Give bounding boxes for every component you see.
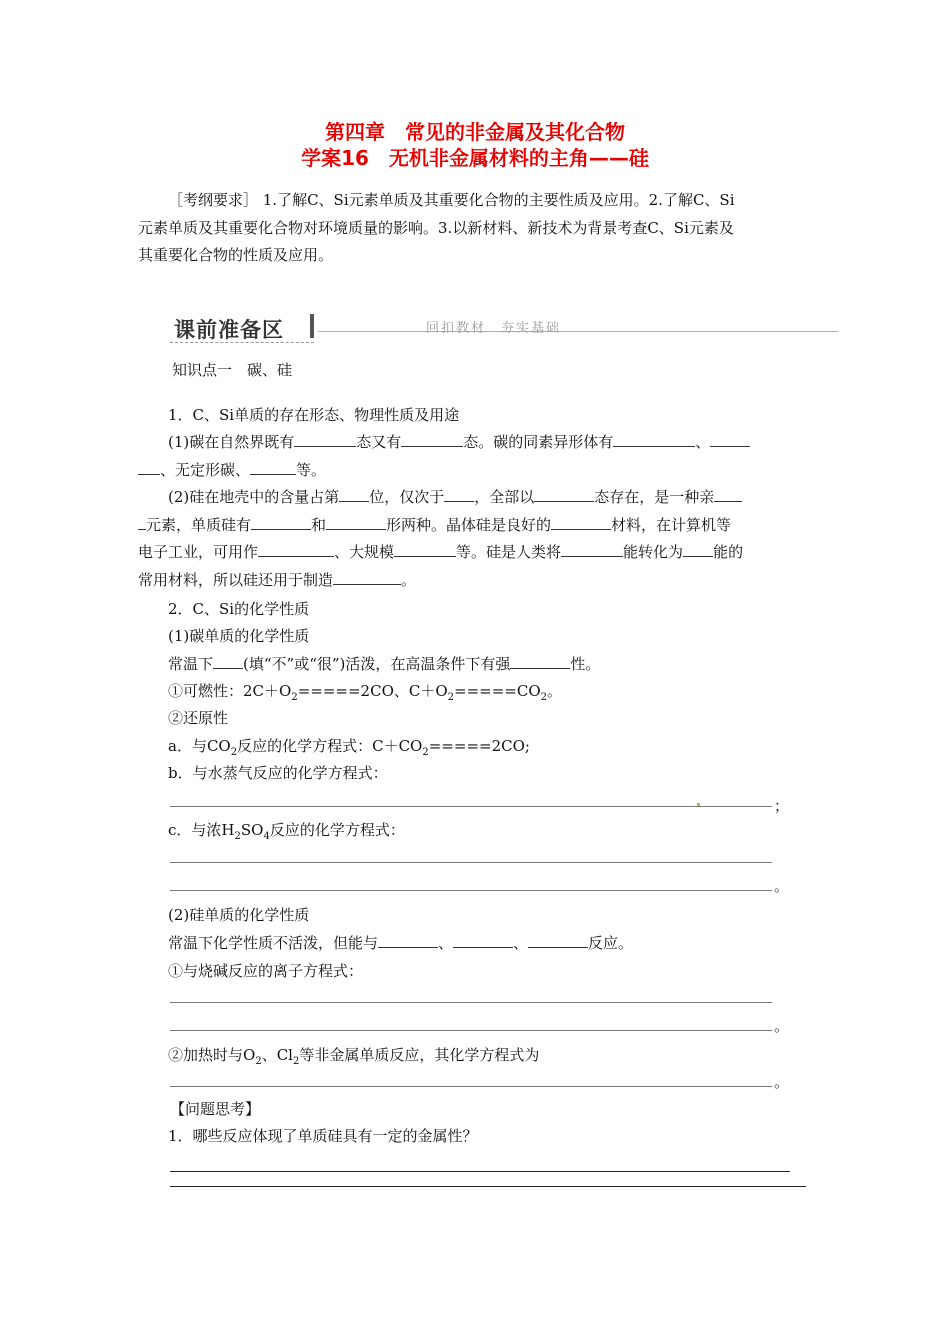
subscript: 4 (263, 831, 270, 842)
line-end-mark: 。 (774, 1017, 790, 1035)
question-1: 1．哪些反应体现了单质硅具有一定的金属性？ (168, 1127, 478, 1145)
answer-line[interactable] (170, 1030, 772, 1031)
banner-slogan: 回扣教材 夯实基础 (426, 321, 562, 336)
text: 、无定形碳、 (160, 461, 251, 479)
line-end-mark: 。 (774, 1073, 790, 1091)
banner-label: 课前准备区 (174, 318, 284, 342)
fill-blank[interactable] (401, 432, 463, 447)
text: 反应的化学方程式： (269, 821, 405, 839)
text: 态。碳的同素异形体有 (463, 433, 614, 451)
lesson-title: 学案16 无机非金属材料的主角——硅 (301, 146, 649, 170)
silicon-existence-line-4 (138, 570, 416, 590)
answer-line[interactable] (170, 890, 772, 891)
text: 、 (695, 433, 711, 451)
subscript: 2 (422, 747, 429, 758)
requirements-line-3: 其重要化合物的性质及应用。 (138, 246, 334, 264)
text: 。 (547, 682, 563, 700)
carbon-activity-line (168, 654, 600, 674)
text: 形两种。晶体硅是良好的 (386, 516, 552, 534)
fill-blank[interactable] (714, 487, 742, 502)
silicon-existence-line-2 (138, 515, 731, 535)
fill-blank[interactable] (326, 515, 386, 530)
text: ②加热时与O (168, 1046, 256, 1064)
text: 态存在，是一种亲 (594, 488, 715, 506)
fill-blank[interactable] (551, 515, 611, 530)
subscript: 2 (255, 1056, 262, 1067)
banner-underline (170, 342, 314, 343)
text: 常用材料，所以硅还用于制造 (138, 571, 334, 589)
silicon-existence-line-3 (138, 542, 743, 562)
problem-thinking-heading: 【问题思考】 (170, 1100, 261, 1118)
subscript: 2 (540, 692, 548, 703)
reducibility-heading: ②还原性 (168, 709, 229, 727)
knowledge-point-title: 知识点一 碳、硅 (172, 361, 293, 379)
reaction-with-naoh: ①与烧碱反应的离子方程式： (168, 962, 364, 980)
text: =====CO (454, 682, 541, 700)
answer-line[interactable] (170, 1086, 772, 1087)
reaction-with-nonmetals (168, 1045, 539, 1068)
answer-line[interactable] (170, 1186, 806, 1187)
fill-blank[interactable] (394, 542, 456, 557)
fill-blank[interactable] (710, 432, 750, 447)
fill-blank[interactable] (213, 654, 243, 669)
text: =====2CO、C＋O (297, 682, 448, 700)
chapter-title: 第四章 常见的非金属及其化合物 (325, 120, 625, 144)
marker-dot (697, 803, 700, 806)
text: 等非金属单质反应，其化学方程式为 (299, 1046, 540, 1064)
text: (1)碳在自然界既有 (168, 433, 295, 451)
text: 反应的化学方程式：C＋CO (237, 737, 423, 755)
carbon-existence-line-2 (138, 460, 326, 480)
text: (2)硅在地壳中的含量占第 (168, 488, 340, 506)
subscript: 2 (230, 747, 238, 758)
text: 元素，单质硅有 (146, 516, 252, 534)
silicon-activity-line (168, 933, 633, 953)
text: 和 (311, 516, 327, 534)
subscript: 2 (447, 692, 455, 703)
text: 电子工业，可用作 (138, 543, 259, 561)
text: 。 (401, 571, 417, 589)
reaction-with-steam: b．与水蒸气反应的化学方程式： (168, 764, 388, 782)
fill-blank[interactable] (294, 432, 356, 447)
fill-blank[interactable] (528, 933, 588, 948)
text: =====2CO; (428, 737, 530, 755)
text: 、大规模 (334, 543, 395, 561)
text: 、 (438, 934, 454, 952)
fill-blank[interactable] (561, 542, 623, 557)
silicon-existence-line (168, 487, 742, 507)
fill-blank[interactable] (138, 460, 160, 475)
fill-blank[interactable] (333, 570, 401, 585)
silicon-chem-heading: (2)硅单质的化学性质 (168, 906, 310, 924)
text: 常温下化学性质不活泼，但能与 (168, 934, 379, 952)
fill-blank[interactable] (339, 487, 369, 502)
text: 能转化为 (623, 543, 684, 561)
fill-blank[interactable] (251, 515, 311, 530)
fill-blank[interactable] (258, 542, 334, 557)
text: 等。 (296, 461, 327, 479)
text: 反应。 (588, 934, 634, 952)
reaction-with-co2 (168, 736, 530, 759)
section-2-heading: 2．C、Si的化学性质 (168, 600, 310, 618)
text: 性。 (570, 655, 601, 673)
requirements-line-2: 元素单质及其重要化合物对环境质量的影响。3.以新材料、新技术为背景考查C、Si元素及 (138, 219, 734, 237)
fill-blank[interactable] (613, 432, 695, 447)
requirements-line-1: ［考纲要求］ 1.了解C、Si元素单质及其重要化合物的主要性质及应用。2.了解C、Si (168, 191, 735, 209)
text: 等。硅是人类将 (456, 543, 562, 561)
line-end-mark: ； (774, 797, 790, 815)
fill-blank[interactable] (378, 933, 438, 948)
text: ，全部以 (474, 488, 535, 506)
answer-line[interactable] (170, 1002, 772, 1003)
fill-blank[interactable] (683, 542, 713, 557)
reaction-with-h2so4 (168, 820, 405, 843)
text: 、 (513, 934, 529, 952)
text: SO (240, 821, 264, 839)
subscript: 2 (234, 831, 241, 842)
answer-line[interactable] (170, 806, 772, 807)
fill-blank[interactable] (534, 487, 594, 502)
text: a．与CO (168, 737, 231, 755)
section-1-heading: 1．C、Si单质的存在形态、物理性质及用途 (168, 406, 460, 424)
answer-line[interactable] (170, 1171, 790, 1172)
text: 材料，在计算机等 (611, 516, 732, 534)
banner-rule (318, 331, 838, 332)
text: 态又有 (356, 433, 402, 451)
fill-blank[interactable] (138, 515, 146, 530)
fill-blank[interactable] (510, 654, 570, 669)
subscript: 2 (292, 1056, 300, 1067)
text: 、Cl (261, 1046, 293, 1064)
text: 位，仅次于 (369, 488, 445, 506)
fill-blank[interactable] (250, 460, 296, 475)
text: (填“不”或“很”)活泼，在高温条件下有强 (243, 655, 511, 673)
answer-line[interactable] (170, 862, 772, 863)
carbon-chem-heading: (1)碳单质的化学性质 (168, 627, 310, 645)
fill-blank[interactable] (453, 933, 513, 948)
banner-divider (310, 314, 314, 338)
line-end-mark: 。 (774, 877, 790, 895)
text: 常温下 (168, 655, 214, 673)
carbon-existence-line (168, 432, 750, 452)
subscript: 2 (291, 692, 298, 703)
section-banner (170, 312, 838, 344)
text: ①可燃性：2C＋O (168, 682, 292, 700)
combustion-equation (168, 681, 562, 704)
text: 能的 (713, 543, 744, 561)
fill-blank[interactable] (444, 487, 474, 502)
text: c．与浓H (168, 821, 235, 839)
